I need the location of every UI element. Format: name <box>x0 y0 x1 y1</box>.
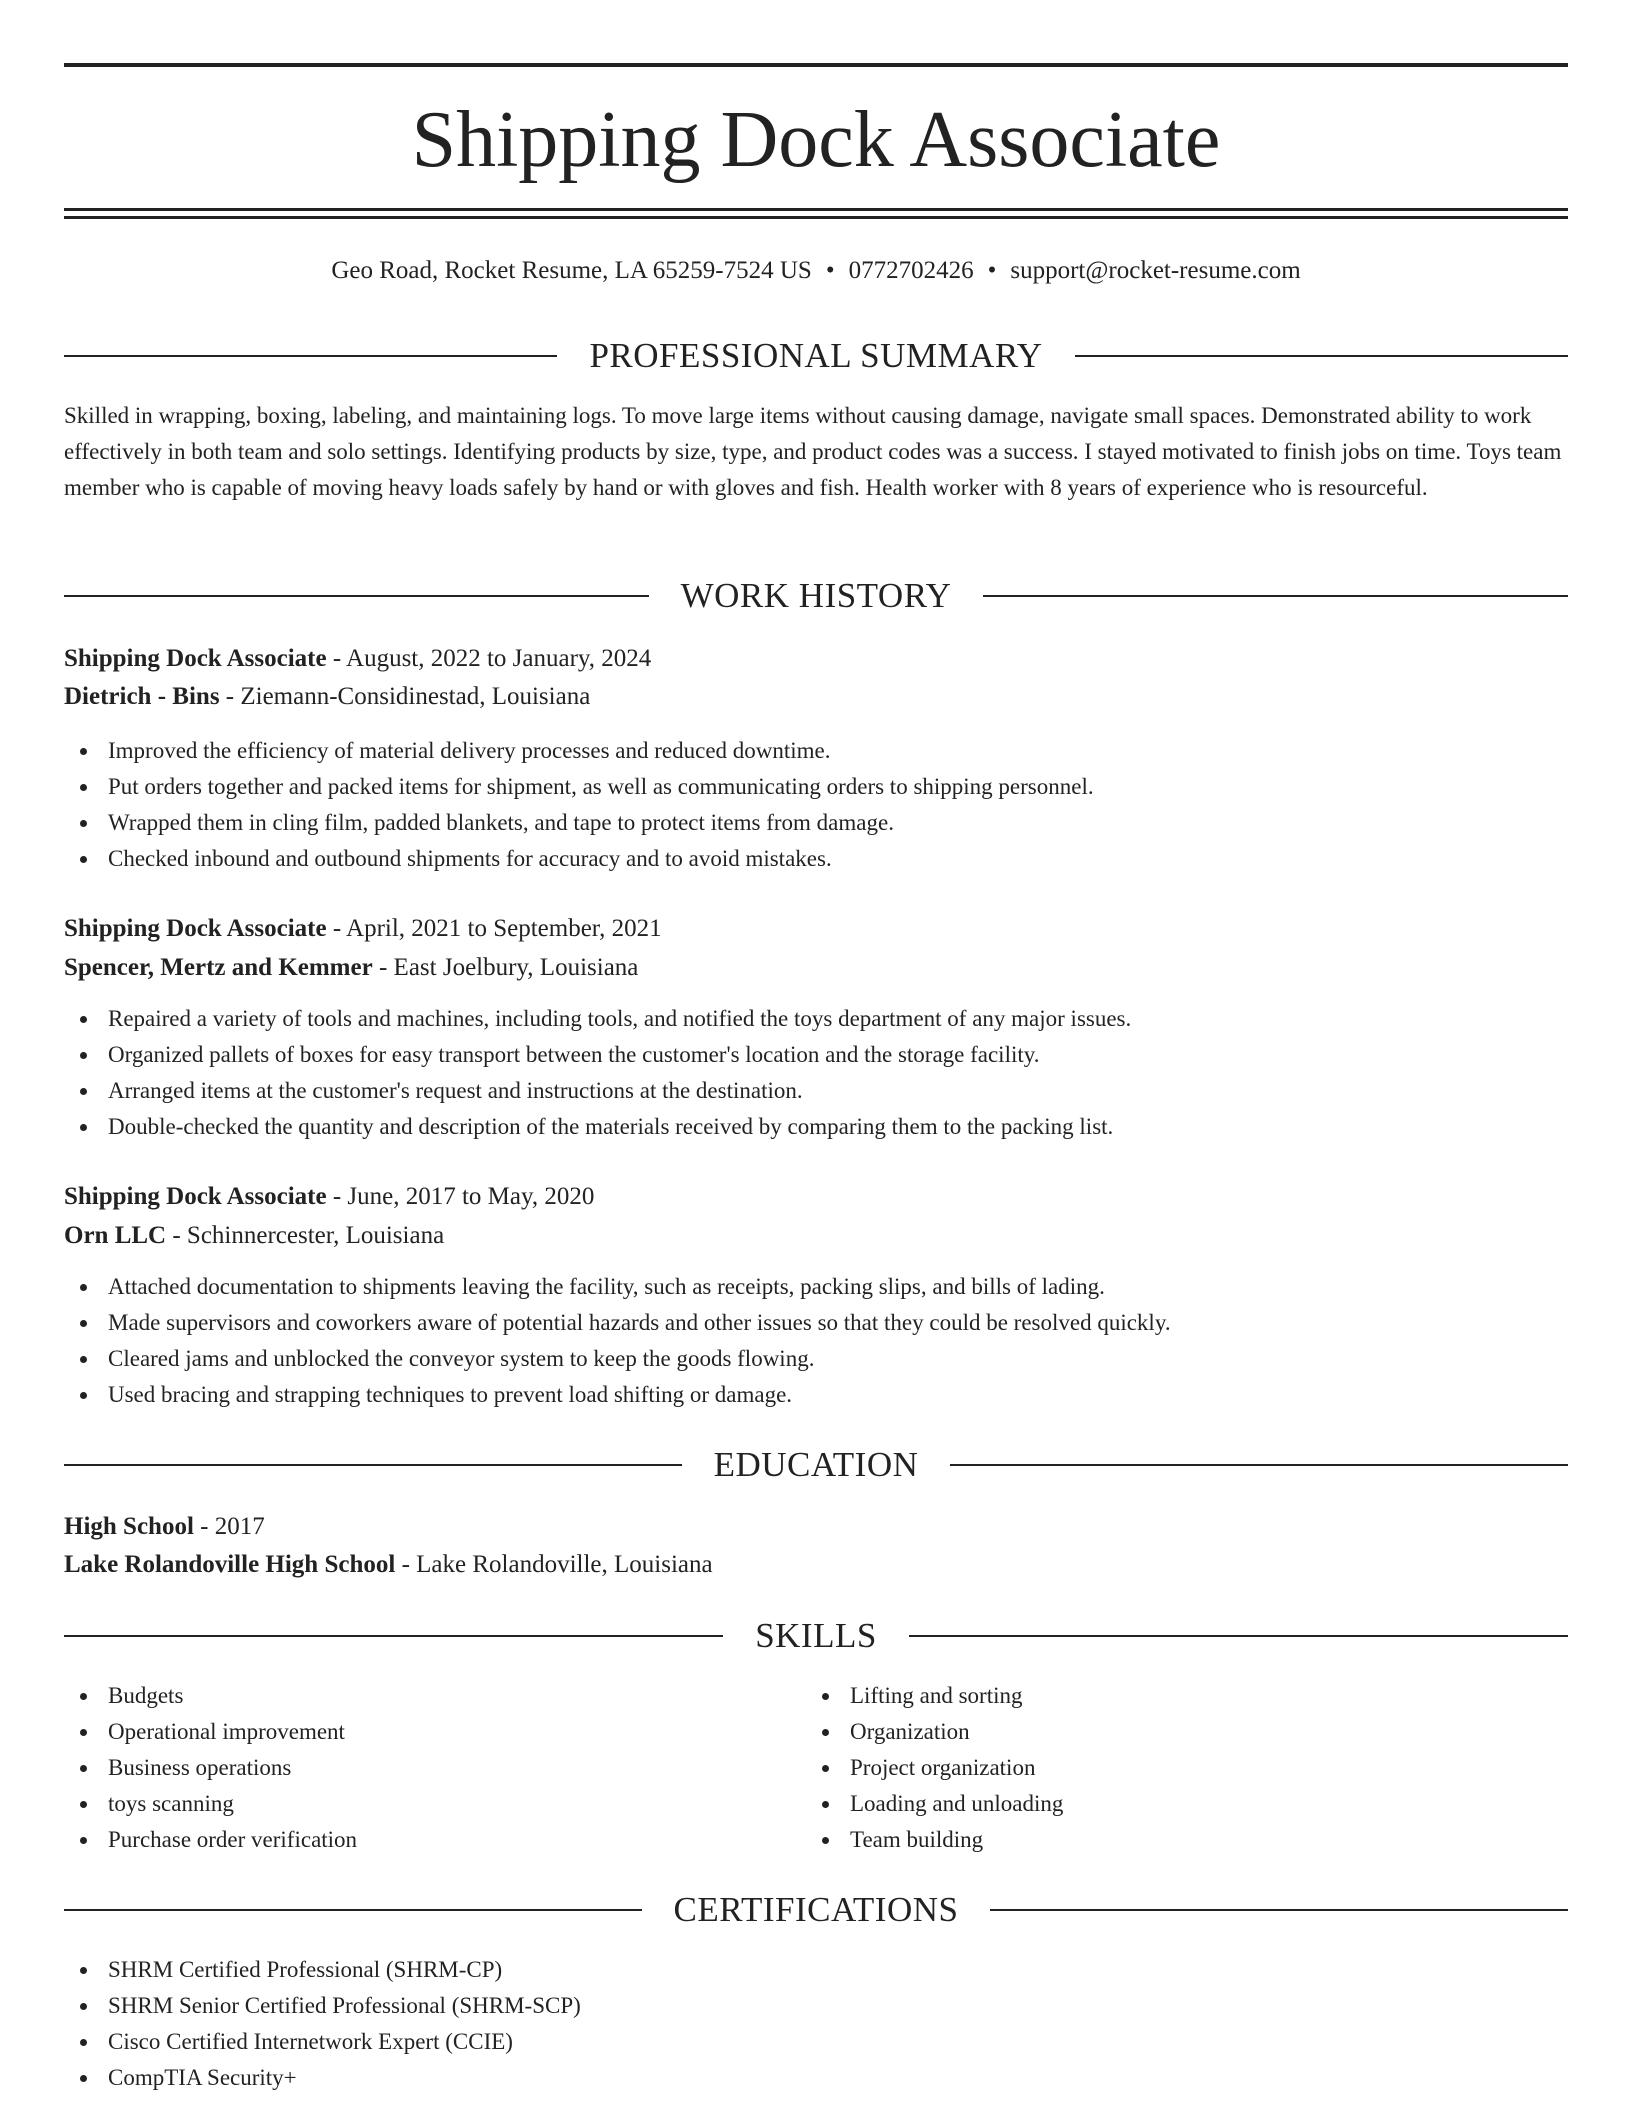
section-heading-certifications <box>64 1888 1568 1932</box>
section-title: PROFESSIONAL SUMMARY <box>589 336 1043 375</box>
skill-item: Budgets <box>108 1678 808 1714</box>
list-item: Improved the efficiency of material delivery processes and reduced downtime. <box>108 733 1094 769</box>
skill-item: Organization <box>850 1714 1550 1750</box>
skills-list-right <box>806 1678 1550 1858</box>
job-location: - East Joelbury, Louisiana <box>372 954 639 981</box>
job-title-line <box>64 911 662 947</box>
section-title: SKILLS <box>755 1616 877 1655</box>
education-degree: High School <box>64 1513 194 1540</box>
job-title-line <box>64 641 651 677</box>
skill-item: Lifting and sorting <box>850 1678 1550 1714</box>
list-item: Double-checked the quantity and description of the materials received by comparing them to the packing list. <box>108 1109 1131 1145</box>
job-title: Shipping Dock Associate <box>64 645 327 672</box>
skill-item: Team building <box>850 1822 1550 1858</box>
heading-rule-left <box>64 595 649 597</box>
section-title: CERTIFICATIONS <box>673 1890 959 1929</box>
list-item: Organized pallets of boxes for easy transport between the customer's location and the storage facility. <box>108 1037 1131 1073</box>
certification-item: CompTIA Security+ <box>108 2060 581 2096</box>
summary-text: Skilled in wrapping, boxing, labeling, and maintaining logs. To move large items without causing damage, navigate small spaces. Demonstrated ability to work effectively in both team and solo settings. Identifying products by size, type, and product codes was a success. I stayed motivated to finish jobs on time. Toys team member who is capable of moving heavy loads safely by hand or with gloves and fish. Health worker with 8 years of experience who is resourceful. <box>64 403 1562 500</box>
education-school: Lake Rolandoville High School <box>64 1551 396 1578</box>
list-item: Repaired a variety of tools and machines, including tools, and notified the toys department of any major issues. <box>108 1001 1131 1037</box>
job-bullets <box>64 1001 1131 1145</box>
heading-rule-right <box>950 1464 1568 1466</box>
heading-rule-right <box>983 595 1568 597</box>
heading-rule-left <box>64 1635 723 1637</box>
skill-item: Operational improvement <box>108 1714 808 1750</box>
job-bullets <box>64 733 1094 877</box>
job-company-line <box>64 679 590 715</box>
job-company-line <box>64 950 638 986</box>
heading-rule-left <box>64 355 557 357</box>
education-location: - Lake Rolandoville, Louisiana <box>395 1551 713 1578</box>
skill-item: Purchase order verification <box>108 1822 808 1858</box>
job-company: Orn LLC <box>64 1222 167 1249</box>
contact-separator: • <box>825 257 835 284</box>
job-title-line <box>64 1179 594 1215</box>
certification-item: SHRM Certified Professional (SHRM-CP) <box>108 1952 581 1988</box>
certifications-list <box>64 1952 581 2096</box>
job-location: - Ziemann-Considinestad, Louisiana <box>219 683 591 710</box>
skills-list-left <box>64 1678 808 1858</box>
certification-item: Cisco Certified Internetwork Expert (CCIE) <box>108 2024 581 2060</box>
job-company: Spencer, Mertz and Kemmer <box>64 954 373 981</box>
contact-email: support@rocket-resume.com <box>1010 257 1301 284</box>
job-dates: - June, 2017 to May, 2020 <box>326 1183 595 1210</box>
contact-address: Geo Road, Rocket Resume, LA 65259-7524 US <box>331 257 812 284</box>
skill-item: Loading and unloading <box>850 1786 1550 1822</box>
education-school-line <box>64 1547 713 1583</box>
section-title: EDUCATION <box>713 1445 919 1484</box>
resume-title: Shipping Dock Associate <box>411 96 1221 184</box>
job-location: - Schinnercester, Louisiana <box>166 1222 445 1249</box>
list-item: Attached documentation to shipments leaving the facility, such as receipts, packing slips, and bills of lading. <box>108 1269 1171 1305</box>
education-degree-line <box>64 1509 265 1545</box>
contact-separator: • <box>987 257 997 284</box>
education-year: - 2017 <box>193 1513 265 1540</box>
job-bullets <box>64 1269 1171 1413</box>
contact-phone: 0772702426 <box>848 257 974 284</box>
header-top-rule <box>64 63 1568 67</box>
heading-rule-left <box>64 1464 682 1466</box>
list-item: Checked inbound and outbound shipments for accuracy and to avoid mistakes. <box>108 841 1094 877</box>
job-company-line <box>64 1218 444 1254</box>
section-heading-work <box>64 574 1568 618</box>
section-heading-summary <box>64 334 1568 378</box>
section-heading-skills <box>64 1614 1568 1658</box>
list-item: Wrapped them in cling film, padded blankets, and tape to protect items from damage. <box>108 805 1094 841</box>
heading-rule-right <box>990 1909 1568 1911</box>
contact-line <box>64 253 1568 289</box>
list-item: Arranged items at the customer's request and instructions at the destination. <box>108 1073 1131 1109</box>
job-title: Shipping Dock Associate <box>64 915 327 942</box>
list-item: Made supervisors and coworkers aware of potential hazards and other issues so that they could be resolved quickly. <box>108 1305 1171 1341</box>
heading-rule-right <box>1075 355 1568 357</box>
header-double-rule-lower <box>64 216 1568 219</box>
list-item: Used bracing and strapping techniques to prevent load shifting or damage. <box>108 1377 1171 1413</box>
job-dates: - August, 2022 to January, 2024 <box>326 645 652 672</box>
skill-item: Project organization <box>850 1750 1550 1786</box>
section-heading-education <box>64 1443 1568 1487</box>
job-company: Dietrich - Bins <box>64 683 220 710</box>
heading-rule-right <box>909 1635 1568 1637</box>
section-title: WORK HISTORY <box>680 576 952 615</box>
heading-rule-left <box>64 1909 642 1911</box>
job-dates: - April, 2021 to September, 2021 <box>326 915 662 942</box>
certification-item: SHRM Senior Certified Professional (SHRM-SCP) <box>108 1988 581 2024</box>
list-item: Cleared jams and unblocked the conveyor system to keep the goods flowing. <box>108 1341 1171 1377</box>
skill-item: Business operations <box>108 1750 808 1786</box>
header-double-rule-upper <box>64 208 1568 211</box>
job-title: Shipping Dock Associate <box>64 1183 327 1210</box>
skill-item: toys scanning <box>108 1786 808 1822</box>
list-item: Put orders together and packed items for shipment, as well as communicating orders to shipping personnel. <box>108 769 1094 805</box>
